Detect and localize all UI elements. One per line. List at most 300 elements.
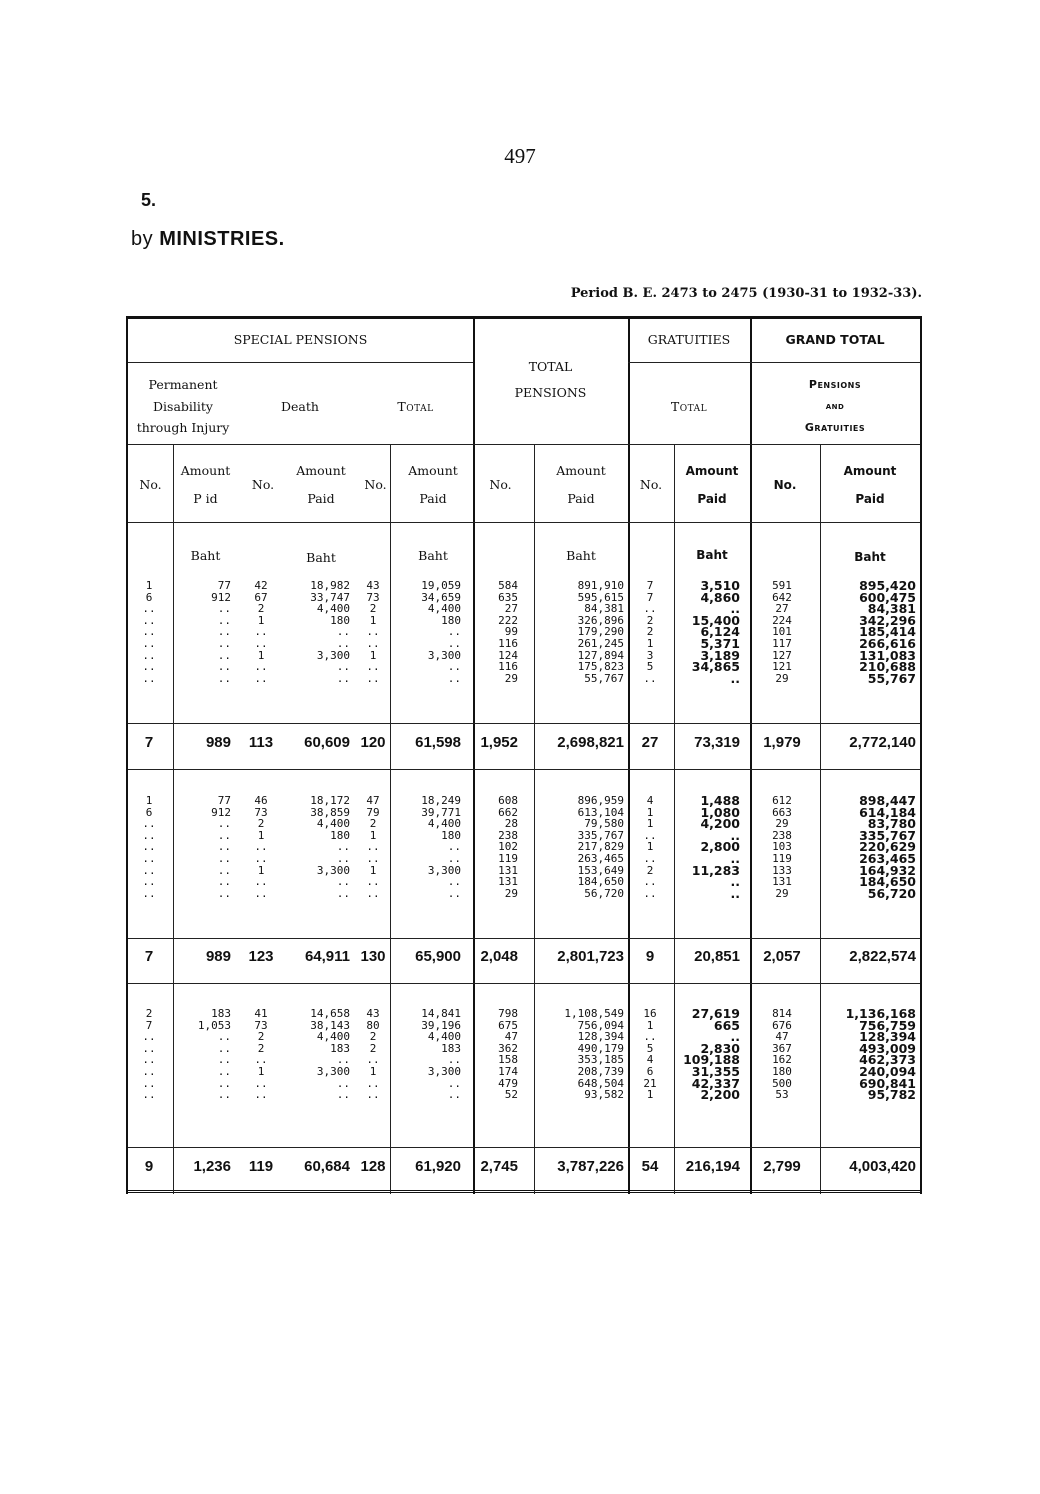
cell: 1,488: [700, 793, 740, 808]
cell: ..: [217, 636, 231, 650]
cell: ..: [217, 1053, 231, 1067]
cell: ..: [254, 875, 268, 889]
cell: 95,782: [867, 1087, 916, 1103]
block-1-total-gr-amt: 73,319: [694, 734, 740, 751]
cell: 73: [366, 590, 380, 604]
cell: 102: [498, 840, 518, 854]
cell: 180: [330, 828, 350, 842]
cell: 84,381: [584, 602, 624, 616]
cell: ..: [447, 851, 461, 865]
cell: ..: [366, 886, 380, 900]
cell: ..: [730, 885, 740, 901]
header-gratuities-word: Gratuities: [804, 421, 866, 434]
cell: ..: [447, 840, 461, 854]
col-no-5: No.: [639, 477, 663, 492]
cell: ..: [217, 828, 231, 842]
cell: ..: [366, 636, 380, 650]
cell: 11,283: [691, 862, 740, 878]
block-1-total-tot-amt: 61,598: [415, 734, 461, 751]
cell: 675: [498, 1018, 518, 1032]
cell: ..: [142, 1064, 156, 1078]
cell: 153,649: [577, 863, 624, 877]
block-2-total-tp-amt: 2,801,723: [557, 948, 624, 965]
cell: ..: [366, 840, 380, 854]
cell: 591: [772, 579, 792, 592]
cell: 184,650: [577, 875, 624, 889]
block-3-total-tp-amt: 3,787,226: [557, 1158, 624, 1175]
cell: ..: [643, 671, 657, 685]
cell: 462,373: [859, 1052, 916, 1068]
cell: ..: [336, 1053, 350, 1067]
cell: ..: [447, 875, 461, 889]
block-1-total-gt-no: 1,979: [763, 734, 801, 751]
cell: 1: [369, 648, 377, 662]
block-3-perm-amt-column: [173, 1008, 231, 1101]
cell: ..: [730, 670, 740, 686]
cell: 184,650: [859, 874, 916, 890]
cell: ..: [217, 1064, 231, 1078]
cell: ..: [217, 648, 231, 662]
cell: 4,200: [700, 816, 740, 832]
cell: ..: [142, 840, 156, 854]
cell: 2: [257, 817, 265, 831]
cell: 133: [772, 863, 792, 877]
cell: 6: [145, 805, 153, 819]
col-amount-2: Amount: [296, 463, 346, 478]
cell: ..: [217, 863, 231, 877]
cell: 756,094: [577, 1018, 624, 1032]
cell: 131,083: [859, 647, 916, 663]
block-1-perm-no-column: [128, 580, 170, 684]
rule-under-gratuities: [628, 362, 920, 363]
cell: 1: [646, 636, 654, 650]
cell: ..: [366, 1076, 380, 1090]
cell: 46: [254, 794, 268, 807]
cell: 162: [772, 1053, 792, 1067]
cell: 2,800: [700, 839, 740, 855]
cell: ..: [254, 625, 268, 639]
cell: 99: [504, 625, 518, 639]
cell: 1: [257, 863, 265, 877]
period-caption: Period B. E. 2473 to 2475 (1930-31 to 1932-33).: [570, 286, 922, 301]
cell: 34,659: [421, 590, 461, 604]
block-3-death-no-column: [243, 1008, 279, 1101]
cell: ..: [366, 1088, 380, 1102]
cell: 38,143: [310, 1018, 350, 1032]
cell: ..: [142, 1088, 156, 1102]
block-3-total-tot-no: 128: [360, 1158, 386, 1175]
cell: 1,053: [197, 1018, 231, 1032]
cell: 4,400: [427, 602, 461, 616]
cell: 238: [772, 828, 792, 842]
block-2-gr-amt-column: [674, 795, 740, 899]
block-2-gr-no-column: [628, 795, 672, 899]
cell: ..: [142, 863, 156, 877]
cell: 210,688: [859, 659, 916, 675]
block-1-total-death-no: 113: [248, 734, 274, 751]
block-2-gt-amt-column: [820, 795, 916, 899]
table-subtitle: [131, 228, 285, 251]
block-2-total-gr-amt: 20,851: [694, 948, 740, 965]
cell: ..: [336, 636, 350, 650]
col-paid-4: Paid: [567, 491, 595, 506]
cell: 261,245: [577, 636, 624, 650]
cell: 73: [254, 805, 268, 819]
cell: 1: [646, 817, 654, 831]
cell: 18,982: [310, 579, 350, 592]
cell: 1: [257, 613, 265, 627]
cell: 895,420: [859, 578, 916, 593]
cell: ..: [254, 1076, 268, 1090]
header-grand-total: GRAND TOTAL: [785, 332, 885, 347]
block-2-tp-no-column: [476, 795, 518, 899]
table-right-border: [920, 316, 922, 1194]
block-2-total-perm-no: 7: [144, 948, 154, 965]
col-no-3: No.: [364, 477, 387, 492]
cell: 67: [254, 590, 268, 604]
cell: 490,179: [577, 1041, 624, 1055]
cell: 79,580: [584, 817, 624, 831]
cell: 29: [504, 671, 518, 685]
header-gratuities: GRATUITIES: [647, 332, 731, 347]
cell: ..: [336, 625, 350, 639]
cell: 14,841: [421, 1007, 461, 1020]
header-and: and: [825, 401, 845, 412]
block-2-death-no-column: [243, 795, 279, 899]
block-1-total-tp-amt: 2,698,821: [557, 734, 624, 751]
cell: 335,767: [577, 828, 624, 842]
cell: ..: [217, 602, 231, 616]
cell: 116: [498, 660, 518, 674]
block-1-gt-amt-column: [820, 580, 916, 684]
cell: 756,759: [859, 1017, 916, 1033]
cell: 55,767: [867, 670, 916, 686]
rule-under-groups: [128, 444, 920, 445]
cell: 217,829: [577, 840, 624, 854]
col-no-1: No.: [139, 477, 162, 492]
cell: ..: [336, 886, 350, 900]
block-2-total-perm-amt: 989: [205, 948, 231, 965]
cell: 367: [772, 1041, 792, 1055]
cell: 663: [772, 805, 792, 819]
cell: 222: [498, 613, 518, 627]
cell: 131: [498, 875, 518, 889]
cell: 116: [498, 636, 518, 650]
block-2-total-gr-no: 9: [645, 948, 655, 965]
block-1-total-perm-no: 7: [144, 734, 154, 751]
cell: ..: [142, 648, 156, 662]
cell: ..: [254, 1053, 268, 1067]
cell: 912: [211, 805, 231, 819]
cell: ..: [366, 625, 380, 639]
table-top-rule: [126, 316, 922, 319]
cell: 119: [498, 851, 518, 865]
cell: 662: [498, 805, 518, 819]
cell: ..: [142, 1053, 156, 1067]
divider-col-5: [390, 444, 391, 1194]
cell: 183: [330, 1041, 350, 1055]
cell: 6: [145, 590, 153, 604]
cell: 1: [257, 1064, 265, 1078]
cell: 2: [369, 817, 377, 831]
cell: ..: [730, 850, 740, 866]
header-permanent-1: Permanent: [148, 377, 218, 392]
cell: 208,739: [577, 1064, 624, 1078]
cell: 55,767: [584, 671, 624, 685]
col-amount-4: Amount: [556, 463, 606, 478]
cell: 665: [713, 1017, 740, 1033]
cell: ..: [366, 851, 380, 865]
col-amount-3: Amount: [408, 463, 458, 478]
block-1-tp-amt-column: [534, 580, 624, 684]
block-2-perm-amt-column: [173, 795, 231, 899]
block-3-gr-amt-column: [674, 1008, 740, 1101]
cell: ..: [643, 602, 657, 616]
cell: ..: [217, 660, 231, 674]
block-3-tp-amt-column: [534, 1008, 624, 1101]
cell: 185,414: [859, 624, 916, 640]
col-paid-1: P id: [193, 491, 218, 506]
cell: 613,104: [577, 805, 624, 819]
cell: 1: [145, 579, 153, 592]
cell: 4,400: [427, 817, 461, 831]
unit-baht-2: Baht: [306, 550, 336, 565]
cell: ..: [447, 636, 461, 650]
header-death: Death: [281, 399, 319, 414]
block-3-total-gt-amt: 4,003,420: [849, 1158, 916, 1175]
cell: 2: [257, 1030, 265, 1044]
cell: ..: [336, 851, 350, 865]
cell: 266,616: [859, 635, 916, 651]
cell: ..: [336, 660, 350, 674]
cell: 690,841: [859, 1075, 916, 1091]
block-1-tp-no-column: [476, 580, 518, 684]
cell: 183: [441, 1041, 461, 1055]
cell: 56,720: [584, 886, 624, 900]
cell: 14,658: [310, 1007, 350, 1020]
block-3-total-tot-amt: 61,920: [415, 1158, 461, 1175]
cell: 183: [211, 1007, 231, 1020]
block-2-total-tot-amt: 65,900: [415, 948, 461, 965]
cell: 2: [257, 602, 265, 616]
cell: 1: [369, 828, 377, 842]
cell: 56,720: [867, 885, 916, 901]
cell: 240,094: [859, 1063, 916, 1079]
cell: ..: [217, 886, 231, 900]
block-3-gr-no-column: [628, 1008, 672, 1101]
block-2-total-death-no: 123: [248, 948, 274, 965]
block-2-tot-amt-column: [393, 795, 461, 899]
block-1-total-gr-no: 27: [641, 734, 659, 751]
cell: 2: [646, 625, 654, 639]
block-3-total-tp-no: 2,745: [480, 1158, 518, 1175]
cell: ..: [217, 1041, 231, 1055]
cell: 47: [504, 1030, 518, 1044]
block-1-tot-no-column: [358, 580, 388, 684]
cell: 109,188: [683, 1052, 740, 1068]
col-paid-2: Paid: [307, 491, 335, 506]
cell: 52: [504, 1088, 518, 1102]
cell: 21: [643, 1076, 657, 1090]
cell: 1: [646, 805, 654, 819]
cell: 3,300: [427, 863, 461, 877]
cell: 2: [257, 1041, 265, 1055]
cell: ..: [217, 851, 231, 865]
cell: 648,504: [577, 1076, 624, 1090]
cell: 676: [772, 1018, 792, 1032]
cell: 117: [772, 636, 792, 650]
block-1-gr-amt-column: [674, 580, 740, 684]
cell: 93,582: [584, 1088, 624, 1102]
block-1-total-gt-amt: 2,772,140: [849, 734, 916, 751]
cell: 174: [498, 1064, 518, 1078]
cell: 43: [366, 1007, 380, 1020]
cell: 127,894: [577, 648, 624, 662]
col-paid-6: Paid: [855, 492, 885, 506]
unit-baht-4: Baht: [566, 548, 596, 563]
cell: 362: [498, 1041, 518, 1055]
cell: 180: [441, 828, 461, 842]
cell: 4: [646, 1053, 654, 1067]
cell: 3,300: [316, 648, 350, 662]
cell: 612: [772, 794, 792, 807]
cell: ..: [217, 1076, 231, 1090]
cell: ..: [254, 636, 268, 650]
cell: ..: [142, 602, 156, 616]
cell: 124: [498, 648, 518, 662]
cell: ..: [336, 671, 350, 685]
cell: 179,290: [577, 625, 624, 639]
block-3-tp-no-column: [476, 1008, 518, 1101]
cell: 19,059: [421, 579, 461, 592]
cell: 119: [772, 851, 792, 865]
cell: 584: [498, 579, 518, 592]
cell: 224: [772, 613, 792, 627]
cell: 101: [772, 625, 792, 639]
cell: 39,771: [421, 805, 461, 819]
cell: ..: [142, 817, 156, 831]
cell: 128,394: [859, 1029, 916, 1045]
block-2-gt-no-column: [750, 795, 814, 899]
cell: 335,767: [859, 827, 916, 843]
cell: 2: [145, 1007, 153, 1020]
cell: 73: [254, 1018, 268, 1032]
block-3-tot-amt-column: [393, 1008, 461, 1101]
cell: ..: [254, 660, 268, 674]
rule-above-total-1: [128, 723, 920, 724]
block-3-gt-no-column: [750, 1008, 814, 1101]
cell: 891,910: [577, 579, 624, 592]
cell: 2: [369, 1030, 377, 1044]
cell: 4,400: [316, 1030, 350, 1044]
block-2-total-death-amt: 64,911: [304, 948, 350, 965]
cell: 898,447: [859, 793, 916, 808]
cell: 353,185: [577, 1053, 624, 1067]
cell: ..: [254, 1088, 268, 1102]
table-bottom-rule: [126, 1190, 922, 1197]
header-pensions: Pensions: [808, 378, 862, 391]
cell: ..: [217, 671, 231, 685]
cell: 2: [646, 863, 654, 877]
block-2-perm-no-column: [128, 795, 170, 899]
col-no-4: No.: [489, 477, 512, 492]
cell: 18,249: [421, 794, 461, 807]
cell: ..: [643, 1030, 657, 1044]
cell: 180: [330, 613, 350, 627]
cell: 493,009: [859, 1040, 916, 1056]
cell: 41: [254, 1007, 268, 1020]
cell: 3: [646, 648, 654, 662]
block-3-total-gr-amt: 216,194: [685, 1158, 740, 1175]
cell: 600,475: [859, 589, 916, 605]
cell: ..: [447, 671, 461, 685]
cell: 7: [646, 579, 654, 592]
header-total-pensions-2: PENSIONS: [514, 385, 587, 400]
cell: ..: [142, 625, 156, 639]
cell: 1: [646, 1018, 654, 1032]
cell: 5: [646, 1041, 654, 1055]
block-3-perm-no-column: [128, 1008, 170, 1101]
cell: 131: [772, 875, 792, 889]
unit-baht-6: Baht: [854, 550, 886, 564]
block-1-death-amt-column: [286, 580, 350, 684]
block-2-tp-amt-column: [534, 795, 624, 899]
cell: 3,300: [427, 648, 461, 662]
cell: 608: [498, 794, 518, 807]
col-paid-3: Paid: [419, 491, 447, 506]
block-2-total-gt-amt: 2,822,574: [849, 948, 916, 965]
cell: 15,400: [691, 612, 740, 628]
block-1-total-tot-no: 120: [360, 734, 386, 751]
cell: ..: [254, 671, 268, 685]
cell: 2: [646, 613, 654, 627]
cell: ..: [730, 1029, 740, 1045]
divider-special-total: [473, 316, 475, 1194]
cell: 1: [369, 1064, 377, 1078]
cell: 1: [369, 613, 377, 627]
block-1-total-perm-amt: 989: [205, 734, 231, 751]
cell: 1: [257, 648, 265, 662]
col-no-2: No.: [251, 477, 275, 492]
cell: 5,371: [700, 635, 740, 651]
unit-baht-1: Baht: [190, 548, 221, 563]
col-amount-6: Amount: [843, 464, 897, 478]
subtitle-main: MINISTRIES.: [159, 228, 285, 250]
cell: 1: [646, 840, 654, 854]
col-paid-5: Paid: [697, 492, 727, 506]
cell: ..: [142, 671, 156, 685]
cell: 1,136,168: [845, 1006, 916, 1021]
cell: 47: [775, 1030, 789, 1044]
cell: 42: [254, 579, 268, 592]
col-amount-1: Amount: [180, 463, 231, 478]
cell: 127: [772, 648, 792, 662]
cell: 1: [646, 1088, 654, 1102]
cell: ..: [217, 625, 231, 639]
cell: 28: [504, 817, 518, 831]
col-amount-5: Amount: [685, 464, 739, 478]
block-3-total-gr-no: 54: [641, 1158, 659, 1175]
cell: 131: [498, 863, 518, 877]
cell: ..: [336, 1088, 350, 1102]
cell: ..: [217, 840, 231, 854]
cell: 500: [772, 1076, 792, 1090]
block-3-total-perm-amt: 1,236: [193, 1158, 231, 1175]
cell: ..: [217, 817, 231, 831]
cell: 2: [369, 1041, 377, 1055]
cell: 43: [366, 579, 380, 592]
cell: ..: [142, 828, 156, 842]
